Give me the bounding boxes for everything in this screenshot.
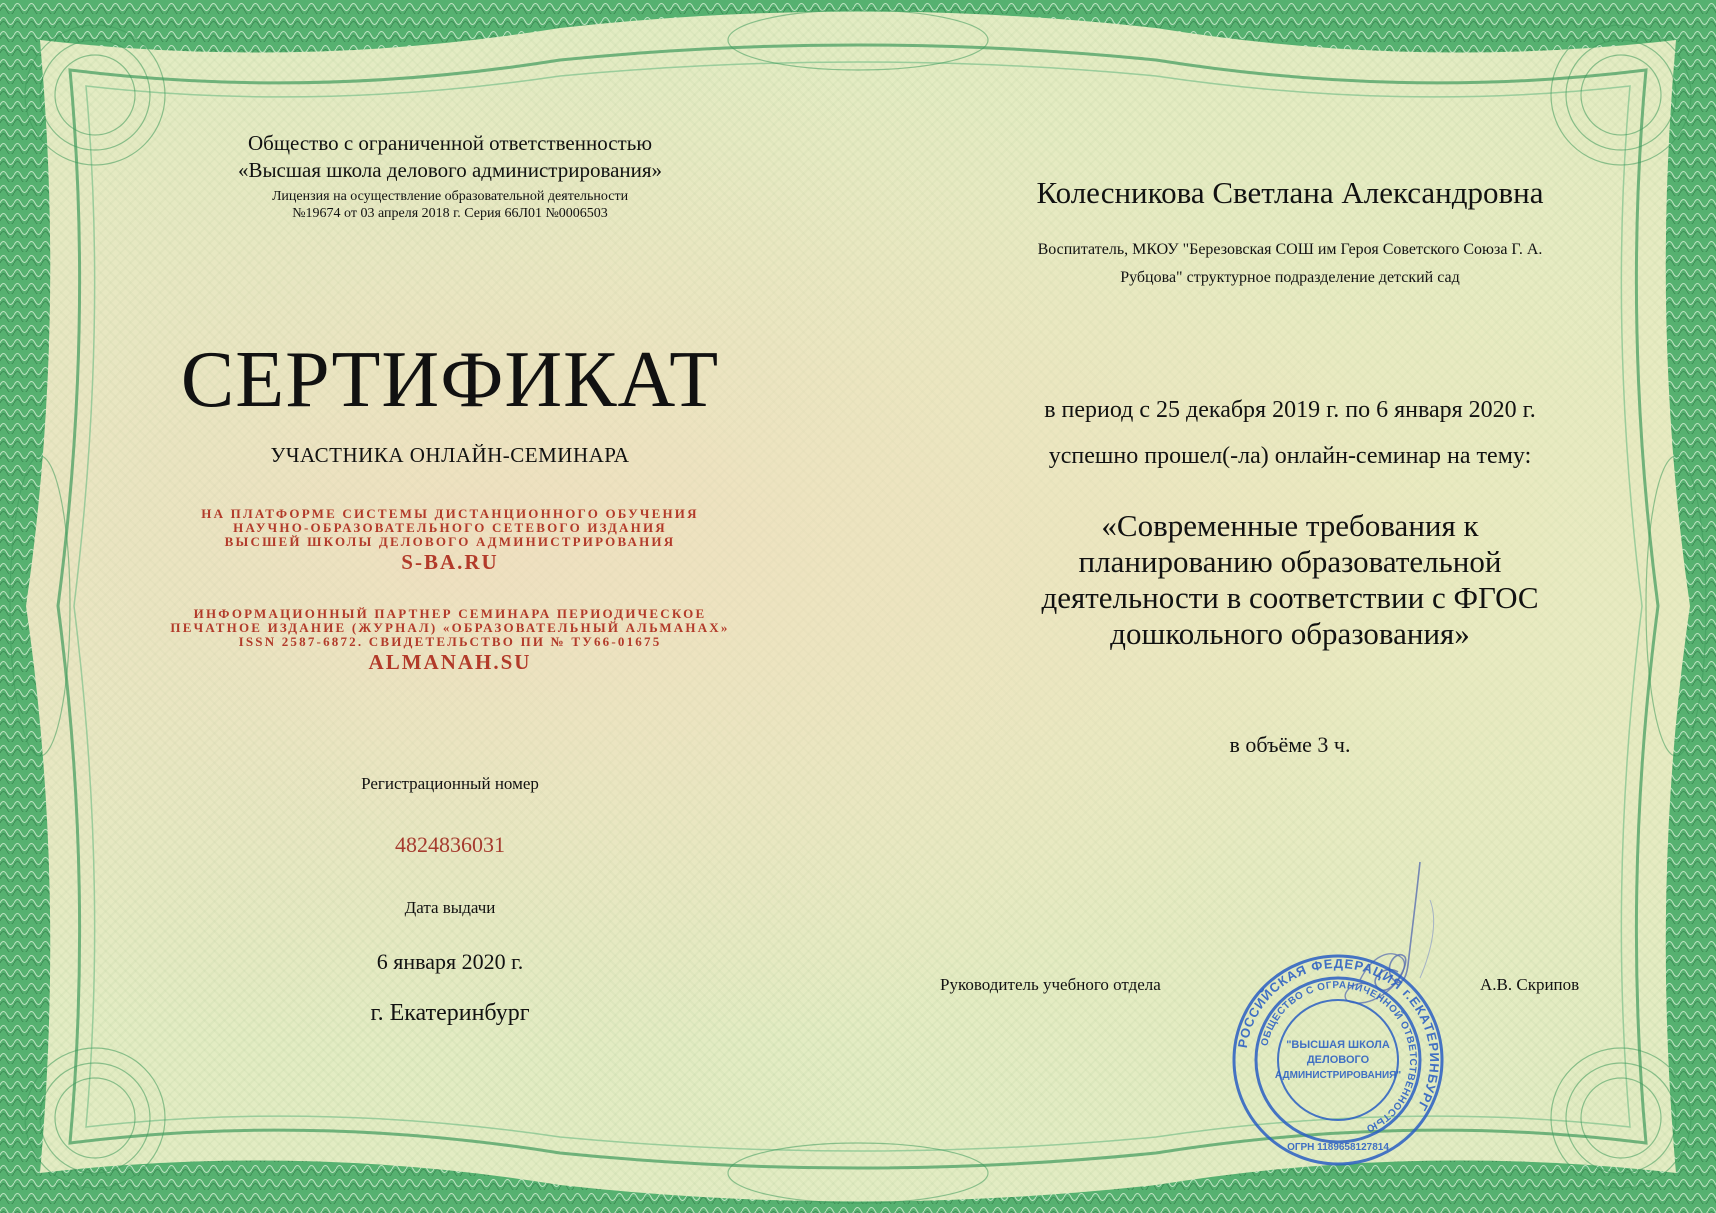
- partner-line-2: ПЕЧАТНОЕ ИЗДАНИЕ (ЖУРНАЛ) «ОБРАЗОВАТЕЛЬНЫЙ АЛЬМАНАХ»: [170, 620, 730, 635]
- seminar-period: в период с 25 декабря 2019 г. по 6 января 2020 г.: [1044, 397, 1536, 423]
- topic-line-2: планированию образовательной: [1078, 544, 1502, 579]
- partner-line-1: ИНФОРМАЦИОННЫЙ ПАРТНЕР СЕМИНАРА ПЕРИОДИЧЕСКОЕ: [193, 606, 707, 621]
- license-line-1: Лицензия на осуществление образовательной деятельности: [271, 189, 629, 204]
- seminar-topic: [930, 508, 1650, 652]
- registration-number: 4824836031: [395, 832, 505, 857]
- issue-date: 6 января 2020 г.: [376, 949, 524, 974]
- stamp-center-line-2: ДЕЛОВОГО: [1306, 1054, 1370, 1066]
- platform-line-1: НА ПЛАТФОРМЕ СИСТЕМЫ ДИСТАНЦИОННОГО ОБУЧЕНИЯ: [201, 506, 699, 521]
- topic-line-1: «Современные требования к: [1101, 508, 1479, 543]
- certificate-title: СЕРТИФИКАТ: [180, 336, 720, 424]
- recipient-name: Колесникова Светлана Александровна: [1036, 175, 1544, 210]
- seminar-completed-text: успешно прошел(-ла) онлайн-семинар на тему:: [1048, 443, 1532, 469]
- topic-line-3: деятельности в соответствии с ФГОС: [1041, 580, 1539, 615]
- issue-date-label: Дата выдачи: [404, 898, 496, 917]
- stamp-center-line-1: "ВЫСШАЯ ШКОЛА: [1286, 1039, 1390, 1051]
- topic-line-4: дошкольного образования»: [1110, 616, 1470, 651]
- platform-site: S-BA.RU: [401, 550, 499, 574]
- issuer-organization: [150, 130, 750, 184]
- registration-label: Регистрационный номер: [361, 774, 539, 793]
- certificate-subtitle: УЧАСТНИКА ОНЛАЙН-СЕМИНАРА: [270, 443, 630, 467]
- issuer-org-name: «Высшая школа делового администрирования»: [237, 158, 663, 182]
- recipient-position: [940, 236, 1640, 292]
- stamp-inner-text: ОБЩЕСТВО С ОГРАНИЧЕННОЙ ОТВЕТСТВЕННОСТЬЮ: [1259, 979, 1419, 1134]
- stamp-ogrn: ОГРН 1189658127814: [1287, 1142, 1389, 1153]
- platform-line-2: НАУЧНО-ОБРАЗОВАТЕЛЬНОГО СЕТЕВОГО ИЗДАНИЯ: [233, 520, 667, 535]
- position-line-1: Воспитатель, МКОУ "Березовская СОШ им Героя Советского Союза Г. А.: [1037, 241, 1543, 258]
- stamp-outer-text: РОССИЙСКАЯ ФЕДЕРАЦИЯ г.ЕКАТЕРИНБУРГ: [1234, 955, 1443, 1114]
- seminar-volume: в объёме 3 ч.: [1229, 732, 1351, 757]
- platform-block: [150, 507, 750, 575]
- signatory-name: А.В. Скрипов: [1480, 975, 1580, 994]
- platform-line-3: ВЫСШЕЙ ШКОЛЫ ДЕЛОВОГО АДМИНИСТРИРОВАНИЯ: [224, 534, 676, 549]
- partner-site: ALMANAH.SU: [368, 650, 532, 674]
- signatory-title: Руководитель учебного отдела: [940, 975, 1161, 994]
- official-stamp: [1228, 950, 1448, 1170]
- position-line-2: Рубцова" структурное подразделение детский сад: [1120, 269, 1460, 286]
- partner-block: [150, 607, 750, 675]
- issue-city: г. Екатеринбург: [370, 1000, 530, 1026]
- stamp-center-line-3: АДМИНИСТРИРОВАНИЯ": [1274, 1070, 1402, 1081]
- issuer-license: [150, 188, 750, 222]
- issuer-org-form: Общество с ограниченной ответственностью: [247, 131, 653, 155]
- license-line-2: №19674 от 03 апреля 2018 г. Серия 66Л01 №0006503: [292, 206, 608, 221]
- partner-line-3: ISSN 2587-6872. СВИДЕТЕЛЬСТВО ПИ № ТУ66-01675: [238, 634, 662, 649]
